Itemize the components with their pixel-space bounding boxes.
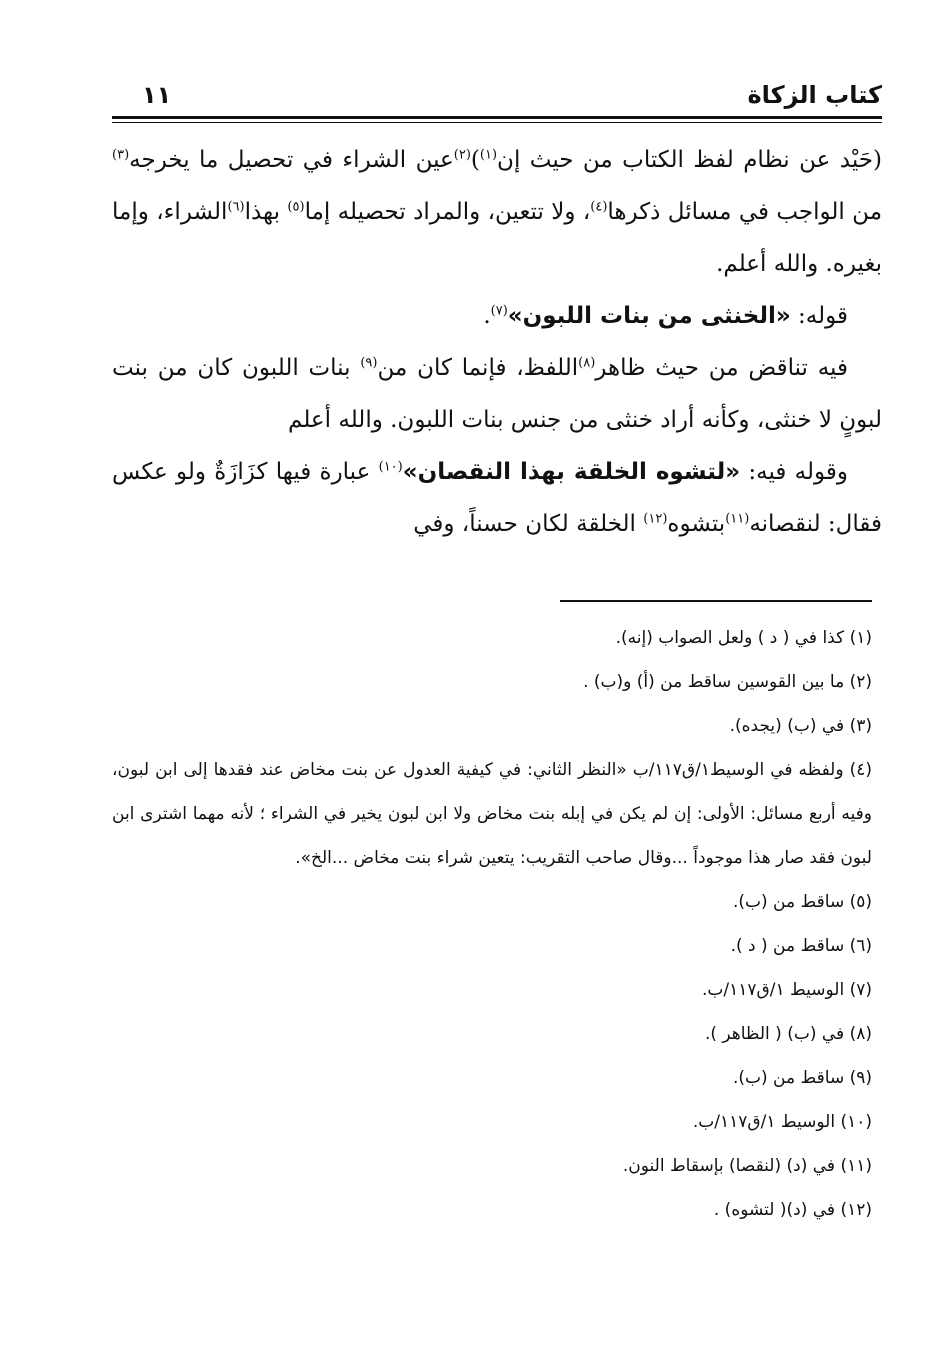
text-run: الخلقة لكان حسناً، وفي bbox=[413, 511, 644, 537]
footnote-separator bbox=[560, 600, 872, 602]
footnote: (٣) في (ب) (يجده). bbox=[729, 716, 872, 736]
footnote: (٧) الوسيط ١/ق١١٧/ب. bbox=[701, 980, 872, 1000]
footnote: (١٢) في (د)( لتشوه) . bbox=[713, 1200, 872, 1220]
quoted-phrase: «لتشوه الخلقة بهذا النقصان» bbox=[402, 459, 741, 485]
footnote: (١٠) الوسيط ١/ق١١٧/ب. bbox=[692, 1112, 872, 1132]
text-run: (حَيْد عن نظام لفظ الكتاب من حيث إن bbox=[497, 147, 882, 173]
quoted-phrase: «الخنثى من بنات اللبون» bbox=[507, 303, 791, 329]
paragraph-2 bbox=[112, 290, 882, 342]
text-run: بنات اللبون كان من بنت لبونٍ لا خنثى، وكأنه أراد خنثى من جنس بنات اللبون. والله أعلم bbox=[112, 355, 882, 433]
footnote: (٥) ساقط من (ب). bbox=[732, 892, 872, 912]
footnote-ref: (٢) bbox=[453, 147, 471, 163]
footnote: (١١) في (د) (لنقصا) بإسقاط النون. bbox=[622, 1156, 872, 1176]
running-header bbox=[112, 78, 882, 112]
text-run: عبارة فيها كزَازَةٌ ولو عكس فقال: لنقصانه bbox=[112, 459, 882, 537]
header-rule-thin bbox=[112, 122, 882, 123]
footnotes bbox=[112, 616, 872, 1232]
footnote-ref: (٣) bbox=[112, 147, 130, 163]
text-run: الشراء، وإما بغيره. والله أعلم. bbox=[112, 199, 882, 277]
footnote-ref: (١٢) bbox=[643, 511, 668, 527]
text-run: اللفظ، فإنما كان من bbox=[377, 355, 579, 381]
footnote: (٨) في (ب) ( الظاهر ). bbox=[704, 1024, 872, 1044]
text-run: ، ولا تتعين، والمراد تحصيله إما bbox=[304, 199, 591, 225]
footnote: (١) كذا في ( د ) ولعل الصواب (إنه). bbox=[615, 628, 872, 648]
text-run: عين الشراء في تحصيل ما يخرجه bbox=[129, 147, 454, 173]
footnote: (٦) ساقط من ( د ). bbox=[730, 936, 872, 956]
header-rule-thick bbox=[112, 116, 882, 119]
paragraph-1 bbox=[112, 134, 882, 290]
footnote-ref: (٧) bbox=[490, 303, 508, 319]
text-run: بهذا bbox=[244, 199, 288, 225]
text-run: فيه تناقض من حيث ظاهر bbox=[595, 355, 848, 381]
footnote-ref: (١٠) bbox=[378, 459, 403, 475]
text-run: من الواجب في مسائل ذكرها bbox=[607, 199, 883, 225]
footnote-ref: (١) bbox=[479, 147, 498, 163]
text-run: . bbox=[483, 303, 491, 329]
text-run: ) bbox=[470, 147, 480, 173]
text-run: وقوله فيه: bbox=[740, 459, 848, 485]
footnote-ref: (٩) bbox=[360, 355, 378, 371]
footnote-ref: (٦) bbox=[227, 199, 245, 215]
footnote-ref: (٨) bbox=[578, 355, 596, 371]
paragraph-3 bbox=[112, 342, 882, 446]
main-text bbox=[112, 134, 882, 550]
paragraph-4 bbox=[112, 446, 882, 550]
text-run: قوله: bbox=[790, 303, 848, 329]
book-title: كتاب الزكاة bbox=[747, 81, 882, 109]
page-number: ١١ bbox=[142, 81, 172, 109]
footnote: (٩) ساقط من (ب). bbox=[732, 1068, 872, 1088]
footnote-ref: (٥) bbox=[287, 199, 305, 215]
footnote: (٢) ما بين القوسين ساقط من (أ) و(ب) . bbox=[583, 672, 872, 692]
footnote: (٤) ولفظه في الوسيط١/ق١١٧/ب «النظر الثاني: في كيفية العدول عن بنت مخاض عند فقدها إلى ابن لبون، وفيه أربع مسائل: الأولى: إن لم يكن في إبله بنت مخاض ولا ابن لبون يخير في الشراء ؛ لأنه مهما اشترى ابن لبون فقد صار هذا موجوداً ...وقال صاحب التقريب: يتعين شراء بنت مخاض ...الخ». bbox=[112, 760, 872, 868]
text-run: بتشوه bbox=[667, 511, 726, 537]
footnote-ref: (٤) bbox=[590, 199, 608, 215]
footnote-ref: (١١) bbox=[725, 511, 750, 527]
